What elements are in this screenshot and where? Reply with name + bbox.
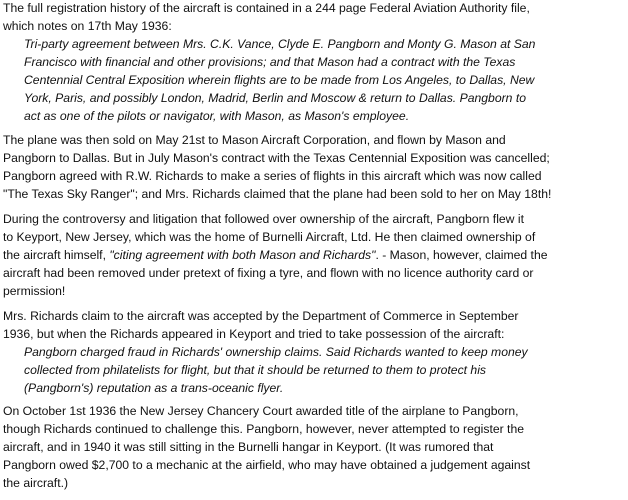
quote-1-line-3: Centennial Central Exposition wherein flights are to be made from Los Angeles, to Dallas, New <box>24 73 535 87</box>
paragraph-3-line-2: to Keyport, New Jersey, which was the home of Burnelli Aircraft, Ltd. He then claimed ownership of <box>3 230 536 244</box>
quote-1-line-2: Francisco with financial and other provisions; and that Mason had a contract with the Texas <box>24 55 516 69</box>
quote-1-line-4: York, Paris, and possibly London, Madrid, Berlin and Moscow & return to Dallas. Pangborn to <box>24 91 526 105</box>
paragraph-5-line-4: Pangborn owed $2,700 to a mechanic at the airfield, who may have obtained a judgement against <box>3 458 531 472</box>
paragraph-5-line-2: though Richards continued to challenge this. Pangborn, however, never attempted to register the <box>3 422 525 436</box>
quote-2-line-2: collected from philatelists for flight, but that it should be returned to them to protect his <box>24 363 487 377</box>
paragraph-5-line-1: On October 1st 1936 the New Jersey Chancery Court awarded title of the airplane to Pangborn, <box>3 404 519 418</box>
paragraph-4-line-2: 1936, but when the Richards appeared in Keyport and tried to take possession of the aircraft: <box>3 327 505 341</box>
quote-1-line-5: act as one of the pilots or navigator, with Mason, as Mason's employee. <box>24 109 410 123</box>
paragraph-5-line-3: aircraft, and in 1940 it was still sitting in the Burnelli hangar in Keyport. (It was rumored that <box>3 440 494 454</box>
paragraph-3-line-3-post: . - Mason, however, claimed the <box>375 248 548 262</box>
quote-1-line-1: Tri-party agreement between Mrs. C.K. Vance, Clyde E. Pangborn and Monty G. Mason at San <box>24 37 536 51</box>
paragraph-2-line-3: Pangborn agreed with R.W. Richards to make a series of flights in this aircraft which was now called <box>3 169 542 183</box>
paragraph-2-line-2: Pangborn to Dallas. But in July Mason's contract with the Texas Centennial Exposition was cancelled; <box>3 151 550 165</box>
paragraph-3-line-3 <box>3 247 548 265</box>
paragraph-3-line-3-pre: the aircraft himself, <box>3 248 110 262</box>
paragraph-3-line-4: aircraft had been removed under pretext of fixing a tyre, and flown with no licence authority card or <box>3 266 534 280</box>
quote-2-line-1: Pangborn charged fraud in Richards' ownership claims. Said Richards wanted to keep money <box>24 345 528 359</box>
quote-2-line-3: (Pangborn's) reputation as a trans-oceanic flyer. <box>24 381 284 395</box>
paragraph-1-line-1: The full registration history of the aircraft is contained in a 244 page Federal Aviation Authority file, <box>3 1 530 15</box>
quoted-citation: "citing agreement with both Mason and Richards" <box>109 248 376 262</box>
paragraph-4-line-1: Mrs. Richards claim to the aircraft was accepted by the Department of Commerce in September <box>3 309 519 323</box>
paragraph-3-line-5: permission! <box>3 284 66 298</box>
paragraph-2-line-4: "The Texas Sky Ranger"; and Mrs. Richards claimed that the plane had been sold to her on May 18th! <box>3 187 552 201</box>
paragraph-2-line-1: The plane was then sold on May 21st to Mason Aircraft Corporation, and flown by Mason and <box>3 133 506 147</box>
paragraph-5-line-5: the aircraft.) <box>3 476 69 490</box>
paragraph-1-line-2: which notes on 17th May 1936: <box>3 19 172 33</box>
paragraph-3-line-1: During the controversy and litigation that followed over ownership of the aircraft, Pangborn flew it <box>3 212 524 226</box>
